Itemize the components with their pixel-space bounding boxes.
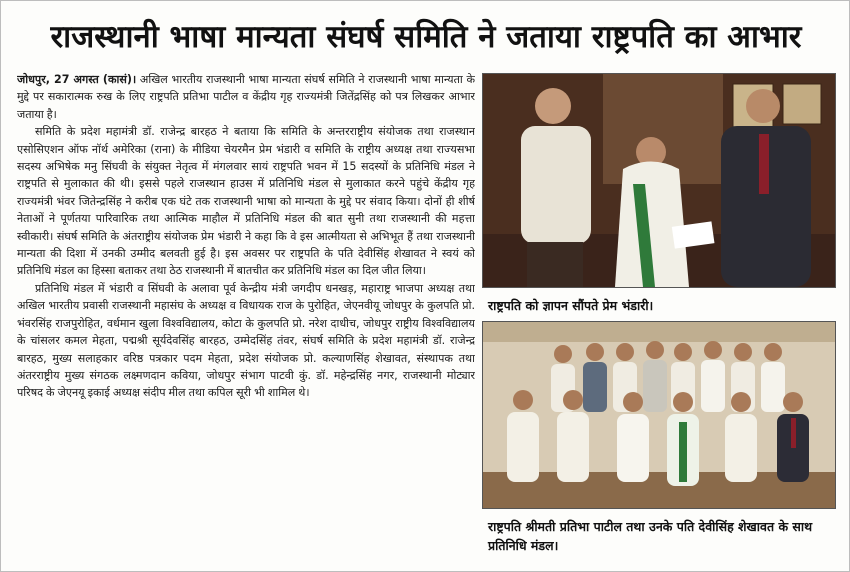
article-paragraph-1 bbox=[17, 71, 475, 123]
photo-memorandum-handover bbox=[482, 73, 836, 288]
photo-caption-1: राष्ट्रपति को ज्ञापन सौंपते प्रेम भंडारी। bbox=[488, 298, 654, 313]
group-photo-illustration bbox=[483, 322, 835, 508]
article-body bbox=[17, 71, 475, 563]
headline: राजस्थानी भाषा मान्यता संघर्ष समिति ने जताया राष्ट्रपति का आभार bbox=[50, 19, 802, 55]
dateline: जोधपुर, 27 अगस्त (कासं)। bbox=[17, 73, 137, 86]
photo-illustration bbox=[483, 74, 835, 287]
article-paragraph-2: समिति के प्रदेश महामंत्री डॉ. राजेन्द्र बारहठ ने बताया कि समिति के अन्तरराष्ट्रीय संयोजक तथा राजस्थान एसोसिएशन ऑफ नॉर्थ अमेरिका (राना) के मीडिया चेयरमैन प्रेम भंडारी व समिति के राष्ट्रीय अध्यक्ष तथा राज्यसभा सदस्य अभिषेक मनु सिंघवी के संयुक्त नेतृत्व में मंगलवार सायं राष्ट्रपति भवन में 15 सदस्यों के प्रतिनिधि मंडल ने राष्ट्रपति से मुलाकात की थी। इससे पहले राजस्थान हाउस में प्रतिनिधि मंडल से मुलाकात करने पहुंचे केंद्रीय गृह राज्यमंत्री भंवर जितेन्द्रसिंह ने करीब एक घंटे तक राजस्थानी भाषा को मान्यता के मुद्दे पर संवाद किया। दोनों ही शीर्ष नेताओं ने पूर्णतया पारिवारिक तथा आत्मिक माहौल में प्रतिनिधि मंडल की बात सुनी तथा राजस्थानी की महत्ता स्वीकारी। संघर्ष समिति के अंतराष्ट्रीय संयोजक प्रेम भंडारी ने कहा कि वे इस आत्मीयता से अभिभूत हैं तथा राजस्थानी मान्यता की दिशा में उनकी उम्मीद बलवती हुई है। इस अवसर पर राष्ट्रपति के पति देवीसिंह शेखावत ने स्वयं को प्रतिनिधि मंडल का हिस्सा बताकर तथा ठेठ राजस्थानी में बातचीत कर प्रतिनिधि मंडल का दिल जीत लिया। bbox=[17, 125, 475, 278]
paragraph-text: अखिल भारतीय राजस्थानी भाषा मान्यता संघर्ष समिति ने राजस्थानी भाषा मान्यता के मुद्दे पर सकारात्मक रुख के लिए राष्ट्रपति प्रतिभा पाटील व केंद्रीय गृह राज्यमंत्री जितेंद्रसिंह को पत्र लिखकर आभार जताया है। bbox=[17, 73, 475, 121]
article-paragraph-3: प्रतिनिधि मंडल में भंडारी व सिंघवी के अलावा पूर्व केन्द्रीय मंत्री जगदीप धनखड़, महाराष्ट्र भाजपा अध्यक्ष तथा अखिल भारतीय प्रवासी राजस्थानी महासंघ के अध्यक्ष व विधायक राज के पुरोहित, जेएनवीयू जोधपुर के कुलपति प्रो. भंवरसिंह राजपुरोहित, वर्धमान खुला विश्वविद्यालय, कोटा के कुलपति प्रो. नरेश दाधीच, जोधपुर राष्ट्रीय विश्वविद्यालय के चांसलर कमल मेहता, पद्मश्री सूर्यदेवसिंह बारहठ, उम्मेदसिंह तंवर, संघर्ष समिति के प्रदेश महामंत्री डॉ. राजेन्द्र बारहठ, मुख्य सलाहकार वरिष्ठ पत्रकार पदम मेहता, प्रदेश संयोजक प्रो. कल्याणसिंह शेखावत, संस्थापक तथा अंतरराष्ट्रीय मुख्य संगठक लक्ष्मणदान कविया, जोधपुर संभाग पाटवी कुं. डॉ. महेन्द्रसिंह नगर, राजस्थानी मोट्यार परिषद के जेएनयू इकाई अध्यक्ष संदीप मील तथा कपिल सूरी भी शामिल थे। bbox=[17, 281, 475, 400]
photo-group-delegation bbox=[482, 321, 836, 509]
photo-caption-2: राष्ट्रपति श्रीमती प्रतिभा पाटील तथा उनके पति देवीसिंह शेखावत के साथ प्रतिनिधि मंडल। bbox=[488, 519, 813, 553]
